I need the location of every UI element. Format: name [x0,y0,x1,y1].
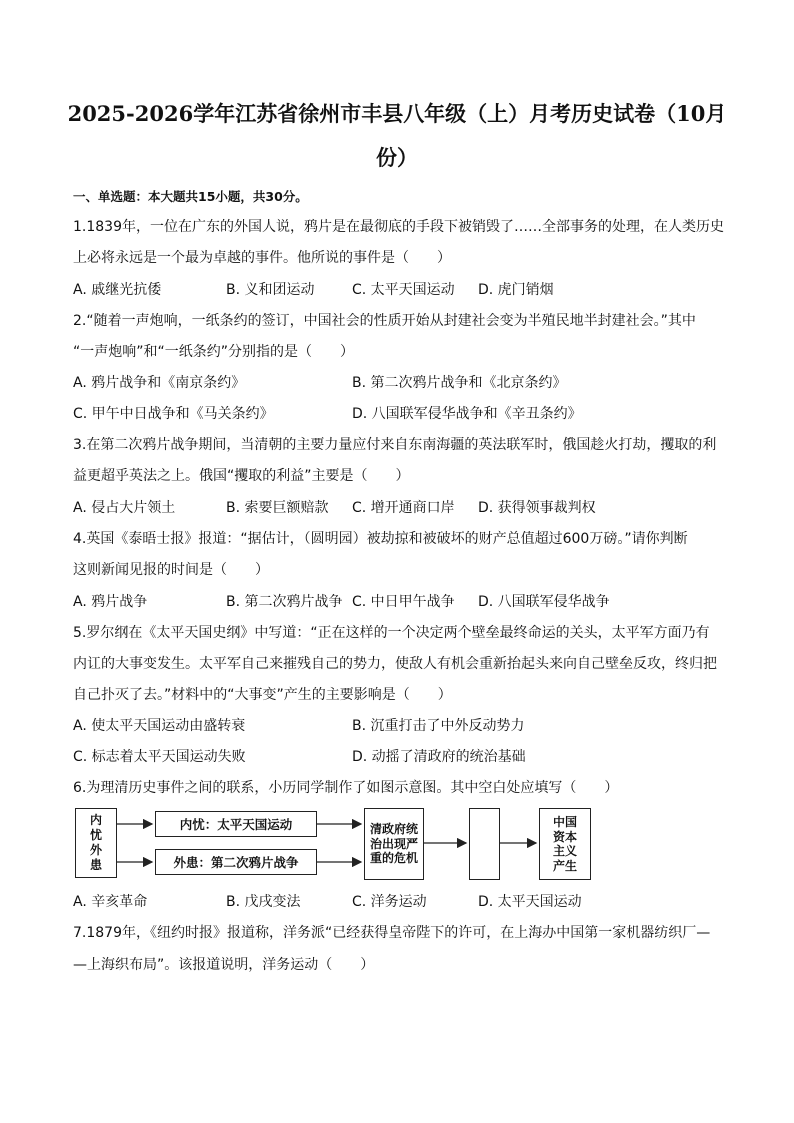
question-6-option-d[interactable]: D. 太平天国运动 [478,894,582,910]
question-2-option-d[interactable]: D. 八国联军侵华战争和《辛丑条约》 [352,406,582,422]
question-5-option-c[interactable]: C. 标志着太平天国运动失败 [73,749,246,765]
question-6-option-a[interactable]: A. 辛亥革命 [73,894,148,910]
box-crisis-label: 清政府统治出现严重的危机 [369,822,418,866]
page-title-line2: 份） [376,145,418,170]
section-header: 一、单选题：本大题共15小题，共30分。 [73,189,308,204]
box-internal-trouble [155,811,317,837]
question-1-option-c[interactable]: C. 太平天国运动 [352,282,455,298]
question-4-stem-line1: 4.英国《泰晤士报》报道：“据估计，（圆明园）被劫掠和被破坏的财产总值超过600万磅。”请你判断 [73,531,688,547]
question-4-option-b[interactable]: B. 第二次鸦片战争 [226,594,343,610]
question-5-option-a[interactable]: A. 使太平天国运动由盛转衰 [73,718,246,734]
question-2-stem-line1: 2.“随着一声炮响，一纸条约的签订，中国社会的性质开始从封建社会变为半殖民地半封建社会。”其中 [73,313,696,329]
question-3-option-c[interactable]: C. 增开通商口岸 [352,500,455,516]
question-5-stem-line2: 内讧的大事变发生。太平军自己来摧残自己的势力，使敌人有机会重新抬起头来向自己壁垒反攻，终归把 [73,656,717,672]
question-5-option-b[interactable]: B. 沉重打击了中外反动势力 [352,718,525,734]
question-1-option-a[interactable]: A. 戚继光抗倭 [73,282,162,298]
question-1-option-d[interactable]: D. 虎门销烟 [478,282,554,298]
question-5-stem-line1: 5.罗尔纲在《太平天国史纲》中写道：“正在这样的一个决定两个壁垒最终命运的关头，太平军方面乃有 [73,625,710,641]
question-3-stem-line2: 益更超乎英法之上。俄国“攫取的利益”主要是（ ） [73,468,410,484]
question-4-option-a[interactable]: A. 鸦片战争 [73,594,148,610]
question-6-stem-line1: 6.为理清历史事件之间的联系，小历同学制作了如图示意图。其中空白处应填写（ ） [73,780,619,796]
question-3-option-b[interactable]: B. 索要巨额赔款 [226,500,329,516]
question-2-option-b[interactable]: B. 第二次鸦片战争和《北京条约》 [352,375,567,391]
question-4-option-c[interactable]: C. 中日甲午战争 [352,594,455,610]
box-result [539,808,591,880]
box-external-trouble [155,849,317,875]
question-7-stem-line2: —上海织布局”。该报道说明，洋务运动（ ） [73,957,375,973]
box-crisis [364,808,424,880]
box-internal-external-label: 内忧外患 [89,813,102,872]
question-5-option-d[interactable]: D. 动摇了清政府的统治基础 [352,749,526,765]
question-1-stem-line2: 上必将永远是一个最为卓越的事件。他所说的事件是（ ） [73,250,451,266]
box-internal-trouble-label: 内忧：太平天国运动 [179,817,293,832]
question-2-option-a[interactable]: A. 鸦片战争和《南京条约》 [73,375,246,391]
question-4-option-d[interactable]: D. 八国联军侵华战争 [478,594,610,610]
box-result-label: 中国资本主义产生 [552,815,577,873]
question-4-stem-line2: 这则新闻见报的时间是（ ） [73,562,269,578]
question-7-stem-line1: 7.1879年，《纽约时报》报道称，洋务派“已经获得皇帝陛下的许可，在上海办中国第一家机器纺织厂— [73,925,711,941]
question-6-option-b[interactable]: B. 戊戌变法 [226,894,301,910]
question-2-stem-line2: “一声炮响”和“一纸条约”分别指的是（ ） [73,344,355,360]
question-1-stem-line1: 1.1839年，一位在广东的外国人说，鸦片是在最彻底的手段下被销毁了……全部事务的处理，在人类历史 [73,219,724,235]
question-6-option-c[interactable]: C. 洋务运动 [352,894,427,910]
box-internal-external [75,808,117,878]
question-1-option-b[interactable]: B. 义和团运动 [226,282,315,298]
box-blank[interactable] [469,808,500,880]
question-3-option-a[interactable]: A. 侵占大片领土 [73,500,176,516]
box-external-trouble-label: 外患：第二次鸦片战争 [173,855,299,870]
question-3-stem-line1: 3.在第二次鸦片战争期间，当清朝的主要力量应付来自东南海疆的英法联军时，俄国趁火打劫，攫取的利 [73,437,717,453]
page-title: 2025-2026学年江苏省徐州市丰县八年级（上）月考历史试卷（10月 [67,101,727,126]
question-5-stem-line3: 自己扑灭了去。”材料中的“大事变”产生的主要影响是（ ） [73,687,452,703]
question-3-option-d[interactable]: D. 获得领事裁判权 [478,500,596,516]
question-2-option-c[interactable]: C. 甲午中日战争和《马关条约》 [73,406,274,422]
